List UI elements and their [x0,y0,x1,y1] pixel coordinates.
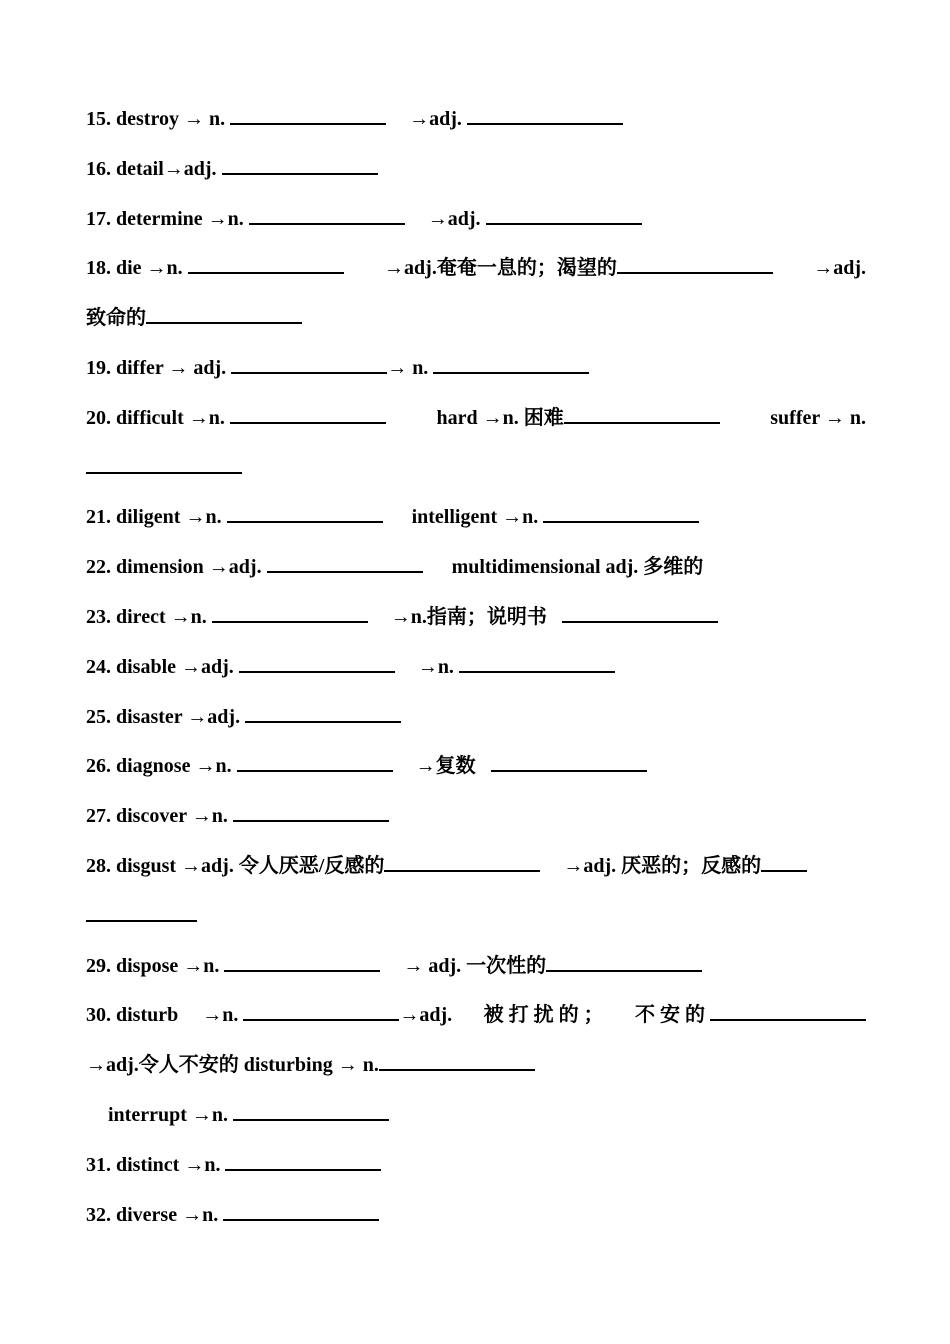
answer-blank[interactable] [379,1051,535,1071]
item-23-prompt: 23. direct →n. [86,605,207,628]
item-17 [86,197,866,247]
answer-blank[interactable] [761,852,807,872]
item-15-prompt: 15. destroy → n. [86,108,226,130]
answer-blank[interactable] [245,703,401,723]
item-24-prompt: 24. disable →adj. [86,655,234,678]
item-22-prompt: 22. dimension →adj. [86,556,262,579]
answer-blank[interactable] [486,205,642,225]
answer-blank[interactable] [188,254,344,274]
answer-blank[interactable] [224,952,380,972]
answer-blank[interactable] [233,1101,389,1121]
answer-blank[interactable] [710,1001,866,1021]
item-20-prompt: 20. difficult →n. [86,406,225,429]
item-19 [86,346,866,396]
answer-blank[interactable] [491,752,647,772]
item-29-prompt-2: → adj. 一次性的 [403,954,547,977]
answer-blank[interactable] [546,952,702,972]
item-20-part-1 [86,396,386,446]
answer-blank[interactable] [433,354,589,374]
answer-blank[interactable] [459,653,615,673]
answer-blank[interactable] [249,205,405,225]
item-28 [86,844,866,894]
item-25-prompt: 25. disaster →adj. [86,705,241,728]
item-23 [86,595,866,645]
answer-blank[interactable] [86,902,197,922]
item-21-prompt: 21. diligent →n. [86,506,222,529]
answer-blank[interactable] [239,653,395,673]
answer-blank[interactable] [543,503,699,523]
item-23-prompt-2: →n.指南；说明书 [390,605,547,628]
item-28-prompt: 28. disgust →adj. 令人厌恶/反感的 [86,854,385,877]
item-18-part-1 [86,246,344,296]
item-18-prompt: 18. die →n. [86,257,183,280]
answer-blank[interactable] [243,1001,399,1021]
item-26 [86,744,866,794]
item-27-prompt: 27. discover →n. [86,805,228,828]
item-18-prompt-4: 致命的 [86,307,146,330]
item-30-prompt-2: →n. [202,1004,239,1027]
item-24-prompt-2: →n. [417,655,454,678]
item-26-prompt: 26. diagnose →n. [86,755,232,778]
item-21-prompt-2: intelligent →n. [411,506,539,529]
answer-blank[interactable] [227,503,383,523]
item-30-part-1 [86,993,452,1043]
item-18-prompt-2: →adj.奄奄一息的；渴望的 [384,257,617,280]
answer-blank[interactable] [212,603,368,623]
item-30-prompt: 30. disturb [86,1004,179,1027]
item-26-prompt-2: →复数 [415,755,476,778]
item-31 [86,1143,866,1193]
answer-blank[interactable] [233,802,389,822]
item-15 [86,97,866,147]
item-31-prompt: 31. distinct →n. [86,1153,221,1176]
item-28-prompt-2: →adj. 厌恶的；反感的 [563,854,762,877]
item-18-part-2 [384,246,773,296]
item-21 [86,495,866,545]
item-30-continued [86,1043,866,1093]
answer-blank[interactable] [467,105,623,125]
item-24 [86,645,866,695]
item-20-prompt-3: suffer → n. [770,406,866,429]
item-20-part-2 [436,396,719,446]
item-30-prompt-6: →adj.令人不安的 disturbing → n. [86,1054,379,1077]
item-17-prompt: 17. determine →n. [86,207,244,230]
item-interrupt-prompt: interrupt →n. [108,1103,228,1126]
answer-blank[interactable] [562,603,718,623]
item-30 [86,993,866,1043]
answer-blank[interactable] [564,404,720,424]
item-30-part-3 [635,993,866,1043]
answer-blank[interactable] [617,254,773,274]
item-30-prompt-5: 不 安 的 [634,1004,705,1027]
item-18-continued [86,296,866,346]
item-18-prompt-3: →adj. [813,257,866,280]
answer-blank[interactable] [267,553,423,573]
item-15-prompt-2: →adj. [409,108,462,130]
answer-blank[interactable] [230,404,386,424]
item-17-prompt-2: →adj. [427,207,481,230]
item-30-prompt-3: →adj. [399,1004,453,1027]
item-20-continued [86,446,866,496]
item-20 [86,396,866,446]
worksheet [86,97,866,1242]
answer-blank[interactable] [223,1201,379,1221]
answer-blank[interactable] [384,852,540,872]
item-interrupt [86,1093,866,1143]
answer-blank[interactable] [146,304,302,324]
item-20-prompt-2: hard →n. 困难 [436,406,564,429]
answer-blank[interactable] [222,155,378,175]
answer-blank[interactable] [225,1151,381,1171]
item-28-continued [86,894,866,944]
item-22 [86,545,866,595]
item-25 [86,695,866,745]
item-22-prompt-2: multidimensional adj. 多维的 [451,556,704,579]
answer-blank[interactable] [230,105,386,125]
item-16 [86,147,866,197]
answer-blank[interactable] [86,454,242,474]
answer-blank[interactable] [231,354,387,374]
item-27 [86,794,866,844]
answer-blank[interactable] [237,752,393,772]
item-30-prompt-4: 被 打 扰 的 ； [483,1004,604,1027]
item-16-prompt: 16. detail→adj. [86,157,217,180]
item-19-prompt: 19. differ → adj. [86,356,227,379]
item-18 [86,246,866,296]
item-19-prompt-2: → n. [387,356,429,379]
item-32-prompt: 32. diverse →n. [86,1203,219,1226]
item-32 [86,1193,866,1243]
item-29-prompt: 29. dispose →n. [86,954,220,977]
item-29 [86,944,866,994]
